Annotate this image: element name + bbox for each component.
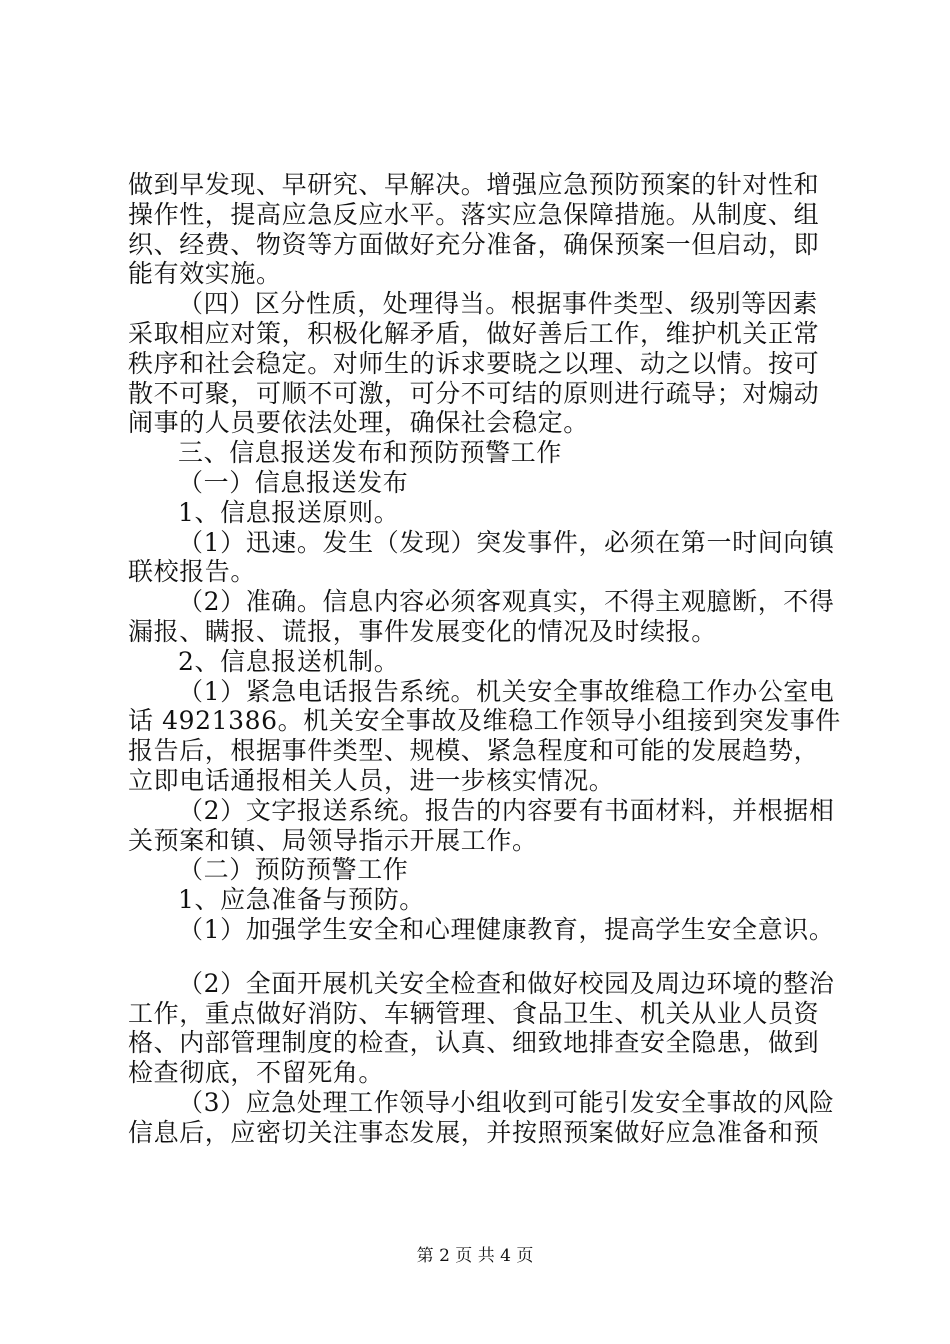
paragraph-line: 联校报告。 [128,557,257,587]
subsection-heading: （二）预防预警工作 [178,855,409,885]
paragraph-line: 工作，重点做好消防、车辆管理、食品卫生、机关从业人员资 [128,998,820,1028]
paragraph-line: （2）全面开展机关安全检查和做好校园及周边环境的整治 [178,968,835,998]
paragraph-line: （1）加强学生安全和心理健康教育，提高学生安全意识。 [178,914,835,944]
paragraph-line: 采取相应对策，积极化解矛盾，做好善后工作，维护机关正常 [128,318,820,348]
paragraph-line: 关预案和镇、局领导指示开展工作。 [128,825,538,855]
paragraph-line: 秩序和社会稳定。对师生的诉求要晓之以理、动之以情。按可 [128,348,820,378]
paragraph-line: 闹事的人员要依法处理，确保社会稳定。 [128,408,589,438]
paragraph-line: 做到早发现、早研究、早解决。增强应急预防预案的针对性和 [128,170,820,199]
paragraph-line: 操作性，提高应急反应水平。落实应急保障措施。从制度、组 [128,199,820,229]
subsection-heading: （一）信息报送发布 [178,467,409,497]
paragraph-line: （2）准确。信息内容必须客观真实，不得主观臆断，不得 [178,587,835,617]
paragraph-line: 信息后，应密切关注事态发展，并按照预案做好应急准备和预 [128,1117,820,1147]
document-body [128,170,841,1148]
paragraph-line: 报告后，根据事件类型、规模、紧急程度和可能的发展趋势， [128,736,820,766]
paragraph-line: （3）应急处理工作领导小组收到可能引发安全事故的风险 [178,1087,835,1117]
section-heading: 三、信息报送发布和预防预警工作 [178,438,563,468]
paragraph-line: （1）紧急电话报告系统。机关安全事故维稳工作办公室电 [178,676,835,706]
paragraph-gap [128,945,830,969]
paragraph-line: 话 4921386。机关安全事故及维稳工作领导小组接到突发事件 [128,706,841,736]
paragraph-line: 能有效实施。 [128,259,282,289]
item-heading: 2、信息报送机制。 [178,646,400,676]
item-heading: 1、应急准备与预防。 [178,885,425,915]
paragraph-line: （2）文字报送系统。报告的内容要有书面材料，并根据相 [178,795,835,825]
paragraph-line: 立即电话通报相关人员，进一步核实情况。 [128,765,615,795]
page-footer: 第 2 页 共 4 页 [416,1246,534,1266]
paragraph-line: （四）区分性质，处理得当。根据事件类型、级别等因素 [178,289,819,319]
paragraph-line: 织、经费、物资等方面做好充分准备，确保预案一但启动，即 [128,229,820,259]
paragraph-line: （1）迅速。发生（发现）突发事件，必须在第一时间向镇 [178,527,835,557]
paragraph-line: 散不可聚，可顺不可激，可分不可结的原则进行疏导；对煽动 [128,378,820,408]
paragraph-line: 格、内部管理制度的检查，认真、细致地排查安全隐患，做到 [128,1028,820,1058]
paragraph-line: 漏报、瞒报、谎报，事件发展变化的情况及时续报。 [128,616,717,646]
paragraph-line: 检查彻底，不留死角。 [128,1058,385,1088]
item-heading: 1、信息报送原则。 [178,497,400,527]
